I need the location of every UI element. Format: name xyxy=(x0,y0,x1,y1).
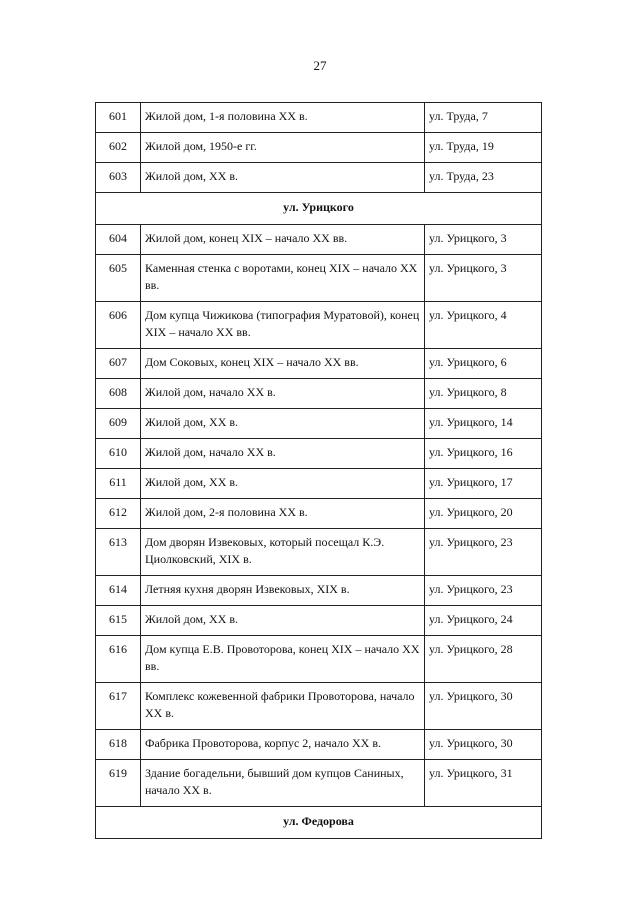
item-address: ул. Урицкого, 14 xyxy=(425,409,542,439)
item-number: 612 xyxy=(96,499,141,529)
item-description: Комплекс кожевенной фабрики Провоторова, начало XX в. xyxy=(141,683,425,730)
item-number: 617 xyxy=(96,683,141,730)
table-row xyxy=(96,636,542,683)
table-row xyxy=(96,576,542,606)
item-address: ул. Урицкого, 23 xyxy=(425,576,542,606)
item-number: 616 xyxy=(96,636,141,683)
table-row xyxy=(96,606,542,636)
table-row xyxy=(96,529,542,576)
table-row xyxy=(96,379,542,409)
item-address: ул. Урицкого, 17 xyxy=(425,469,542,499)
item-description: Жилой дом, начало XX в. xyxy=(141,379,425,409)
table-row xyxy=(96,163,542,193)
page-number: 27 xyxy=(313,58,327,73)
item-number: 619 xyxy=(96,760,141,807)
item-address: ул. Урицкого, 30 xyxy=(425,730,542,760)
item-number: 614 xyxy=(96,576,141,606)
table-row xyxy=(96,349,542,379)
item-address: ул. Урицкого, 20 xyxy=(425,499,542,529)
item-address: ул. Урицкого, 30 xyxy=(425,683,542,730)
item-number: 608 xyxy=(96,379,141,409)
item-description: Жилой дом, 1950-е гг. xyxy=(141,133,425,163)
table-row xyxy=(96,760,542,807)
item-number: 601 xyxy=(96,103,141,133)
item-address: ул. Урицкого, 16 xyxy=(425,439,542,469)
item-description: Жилой дом, конец XIX – начало XX вв. xyxy=(141,225,425,255)
item-address: ул. Урицкого, 6 xyxy=(425,349,542,379)
table-row xyxy=(96,255,542,302)
table-row xyxy=(96,730,542,760)
table-row xyxy=(96,499,542,529)
table-row xyxy=(96,225,542,255)
item-description: Дом купца Е.В. Провоторова, конец XIX – начало XX вв. xyxy=(141,636,425,683)
table-row xyxy=(96,683,542,730)
item-description: Здание богадельни, бывший дом купцов Саниных, начало XX в. xyxy=(141,760,425,807)
item-number: 605 xyxy=(96,255,141,302)
heritage-table xyxy=(95,102,542,839)
item-number: 611 xyxy=(96,469,141,499)
item-address: ул. Урицкого, 8 xyxy=(425,379,542,409)
item-address: ул. Урицкого, 3 xyxy=(425,225,542,255)
item-address: ул. Урицкого, 23 xyxy=(425,529,542,576)
street-header-row xyxy=(96,193,542,225)
item-number: 602 xyxy=(96,133,141,163)
table-row xyxy=(96,439,542,469)
item-description: Жилой дом, XX в. xyxy=(141,409,425,439)
item-address: ул. Урицкого, 28 xyxy=(425,636,542,683)
item-description: Жилой дом, 1-я половина XX в. xyxy=(141,103,425,133)
item-address: ул. Урицкого, 4 xyxy=(425,302,542,349)
street-name: ул. Урицкого xyxy=(96,193,542,225)
item-address: ул. Урицкого, 3 xyxy=(425,255,542,302)
item-number: 615 xyxy=(96,606,141,636)
item-address: ул. Труда, 23 xyxy=(425,163,542,193)
item-description: Дом купца Чижикова (типография Муратовой), конец XIX – начало XX вв. xyxy=(141,302,425,349)
item-number: 610 xyxy=(96,439,141,469)
item-description: Дом Соковых, конец XIX – начало XX вв. xyxy=(141,349,425,379)
item-number: 606 xyxy=(96,302,141,349)
table-row xyxy=(96,103,542,133)
item-description: Каменная стенка с воротами, конец XIX – начало XX вв. xyxy=(141,255,425,302)
item-description: Жилой дом, XX в. xyxy=(141,606,425,636)
item-number: 603 xyxy=(96,163,141,193)
item-description: Жилой дом, XX в. xyxy=(141,469,425,499)
street-header-row xyxy=(96,807,542,839)
item-number: 604 xyxy=(96,225,141,255)
item-description: Фабрика Провоторова, корпус 2, начало XX в. xyxy=(141,730,425,760)
heritage-table-body xyxy=(96,103,542,839)
item-address: ул. Урицкого, 31 xyxy=(425,760,542,807)
item-number: 618 xyxy=(96,730,141,760)
table-row xyxy=(96,469,542,499)
item-description: Жилой дом, 2-я половина XX в. xyxy=(141,499,425,529)
item-number: 609 xyxy=(96,409,141,439)
item-number: 607 xyxy=(96,349,141,379)
item-description: Дом дворян Извековых, который посещал К.Э. Циолковский, XIX в. xyxy=(141,529,425,576)
item-description: Жилой дом, начало XX в. xyxy=(141,439,425,469)
item-number: 613 xyxy=(96,529,141,576)
item-description: Жилой дом, XX в. xyxy=(141,163,425,193)
table-row xyxy=(96,302,542,349)
item-address: ул. Труда, 7 xyxy=(425,103,542,133)
street-name: ул. Федорова xyxy=(96,807,542,839)
item-address: ул. Урицкого, 24 xyxy=(425,606,542,636)
item-description: Летняя кухня дворян Извековых, XIX в. xyxy=(141,576,425,606)
item-address: ул. Труда, 19 xyxy=(425,133,542,163)
table-row xyxy=(96,133,542,163)
table-row xyxy=(96,409,542,439)
